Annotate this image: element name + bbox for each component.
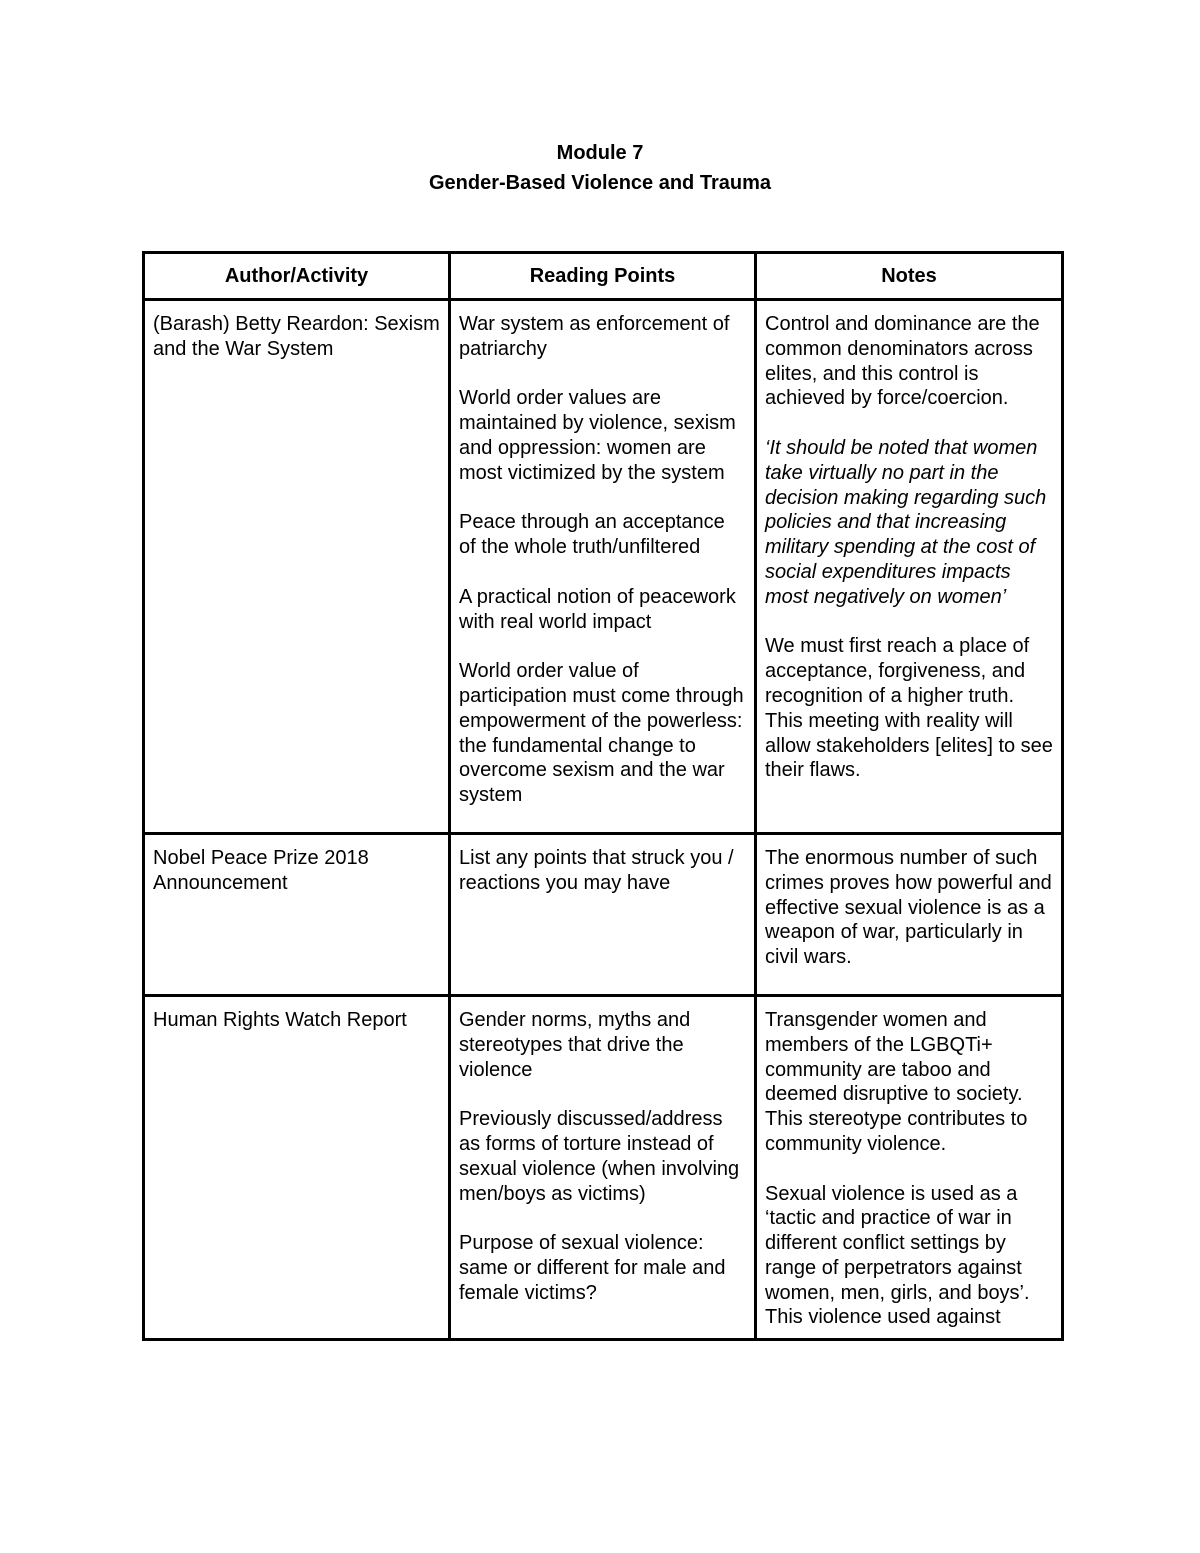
column-header-reading-points: Reading Points [450,253,756,300]
note-text: Sexual violence is used as a ‘tactic and practice of war in different conflict settings by range of perpetrators against women, men, girls, and boys’. This violence used against [765,1182,1030,1329]
note-text: We must first reach a place of acceptance, forgiveness, and recognition of a higher truth. This meeting with reality will allow stakeholders [elites] to see their flaws. [765,635,1053,782]
notes-cell [756,995,1063,1339]
reading-point: Gender norms, myths and stereotypes that drive the violence [459,1008,691,1081]
table-row [144,300,1063,834]
module-number: Module 7 [556,142,644,164]
author-cell [144,833,450,995]
reading-point: World order values are maintained by violence, sexism and oppression: women are most victimized by the system [459,387,736,484]
reading-points-cell [450,995,756,1339]
table-header-row [144,253,1063,300]
author-cell [144,300,450,834]
reading-point: A practical notion of peacework with real world impact [459,585,736,633]
reading-point: Purpose of sexual violence: same or different for male and female victims? [459,1232,726,1304]
reading-points-cell [450,300,756,834]
reading-point: Previously discussed/address as forms of torture instead of sexual violence (when involving men/boys as victims) [459,1108,740,1205]
reading-points-cell [450,833,756,995]
reading-point: List any points that struck you / reactions you may have [459,846,734,894]
page-title: Gender-Based Violence and Trauma [429,172,771,194]
note-quote: ‘It should be noted that women take virtually no part in the decision making regarding such policies and that increasing military spending at the cost of social expenditures impacts most negatively on women’ [765,436,1047,608]
author-text: Nobel Peace Prize 2018 Announcement [153,846,369,894]
reading-point: Peace through an acceptance of the whole truth/unfiltered [459,511,725,559]
reading-point: War system as enforcement of patriarchy [459,313,730,360]
page-header [0,138,1200,198]
reading-point: World order value of participation must come through empowerment of the powerless: the fundamental change to overcome sexism and the war system [459,660,744,807]
author-text: (Barash) Betty Reardon: Sexism and the War System [153,313,440,360]
notes-cell [756,833,1063,995]
note-text: Control and dominance are the common denominators across elites, and this control is achieved by force/coercion. [765,313,1040,410]
author-cell [144,995,450,1339]
author-text: Human Rights Watch Report [153,1008,407,1031]
table-row [144,995,1063,1339]
table-row [144,833,1063,995]
note-text: The enormous number of such crimes proves how powerful and effective sexual violence is as a weapon of war, particularly in civil wars. [765,846,1052,969]
notes-cell [756,300,1063,834]
reading-notes-table [142,251,1064,1341]
column-header-author: Author/Activity [144,253,450,300]
column-header-notes: Notes [756,253,1063,300]
note-text: Transgender women and members of the LGBQTi+ community are taboo and deemed disruptive to society. This stereotype contributes to community violence. [765,1008,1028,1155]
